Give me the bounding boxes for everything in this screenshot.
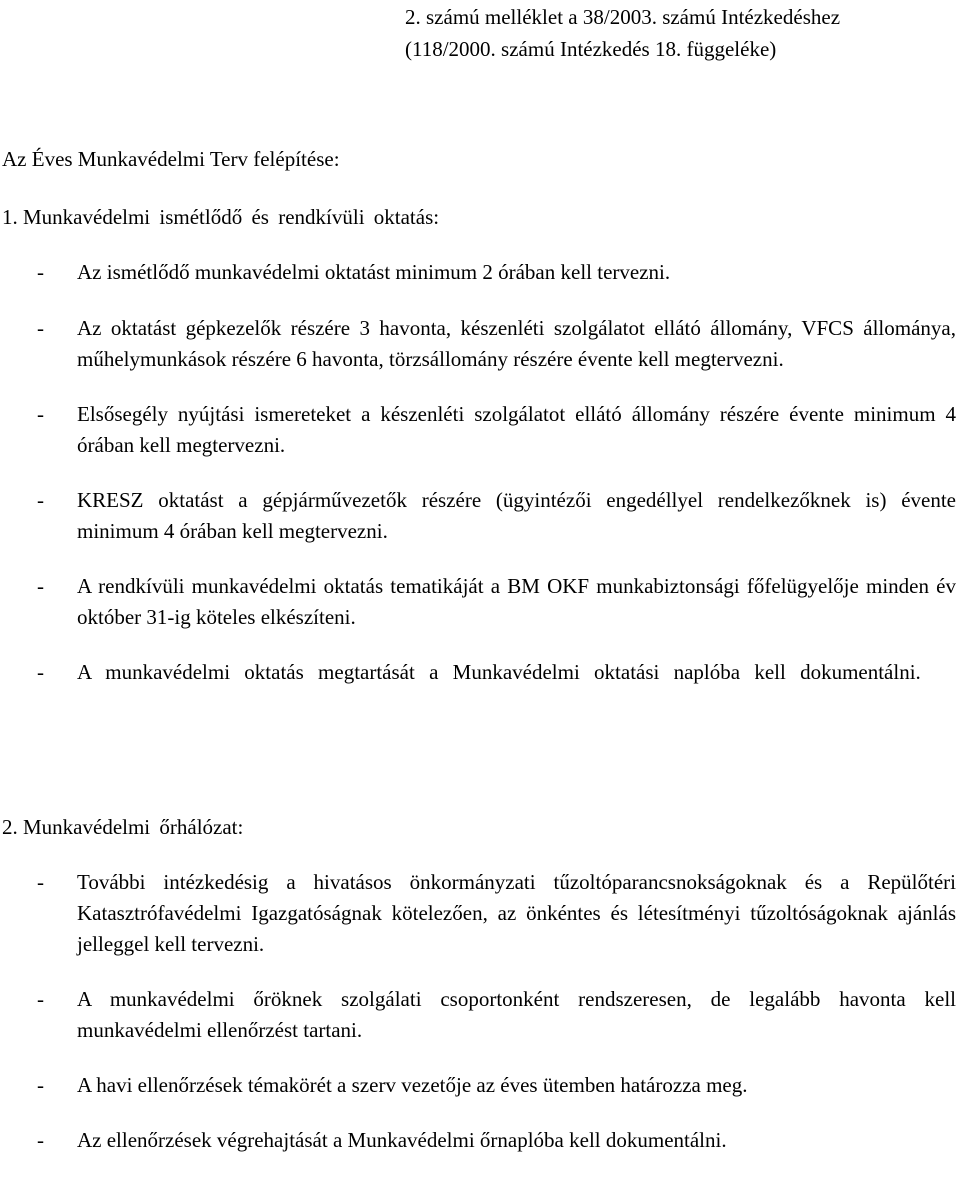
annex-header-line-1: 2. számú melléklet a 38/2003. számú Intézkedéshez <box>405 5 841 29</box>
list-item-text: További intézkedésig a hivatásos önkormányzati tűzoltóparancsnokságoknak és a Repülőtéri Katasztrófavédelmi Igazgatóságnak kötelezően, az önkéntes és létesítményi tűzoltóságoknak ajánlás jelleggel kell tervezni. <box>77 870 956 956</box>
list-item-text: Az ellenőrzések végrehajtását a Munkavédelmi őrnaplóba kell dokumentálni. <box>77 1128 727 1152</box>
list-item-text: A munkavédelmi oktatás megtartását a Munkavédelmi oktatási naplóba kell dokumentálni. <box>77 660 921 684</box>
section-1-list <box>0 257 958 712</box>
list-bullet: - <box>37 574 44 598</box>
section-2-title: Munkavédelmi őrhálózat: <box>23 815 244 839</box>
list-item <box>0 399 958 461</box>
section-2-list <box>0 867 958 1180</box>
document-title: Az Éves Munkavédelmi Terv felépítése: <box>2 147 340 171</box>
section-1-number: 1. <box>2 205 18 229</box>
list-item-text: A munkavédelmi őröknek szolgálati csoportonként rendszeresen, de legalább havonta kell munkavédelmi ellenőrzést tartani. <box>77 987 956 1042</box>
list-bullet: - <box>37 870 44 894</box>
section-1-heading <box>2 203 439 231</box>
section-2-heading <box>2 813 243 841</box>
list-item-text: Elsősegély nyújtási ismereteket a készenléti szolgálatot ellátó állomány részére évente minimum 4 órában kell megtervezni. <box>77 402 956 457</box>
list-item <box>0 984 958 1046</box>
list-bullet: - <box>37 987 44 1011</box>
list-bullet: - <box>37 260 44 284</box>
list-item <box>0 571 958 633</box>
list-item <box>0 485 958 547</box>
list-bullet: - <box>37 316 44 340</box>
list-item <box>0 1125 958 1156</box>
list-item <box>0 867 958 960</box>
list-bullet: - <box>37 402 44 426</box>
list-item-text: KRESZ oktatást a gépjárművezetők részére (ügyintézői engedéllyel rendelkezőknek is) évente minimum 4 órában kell megtervezni. <box>77 488 956 543</box>
list-item <box>0 257 958 288</box>
section-2-number: 2. <box>2 815 18 839</box>
section-1-title: Munkavédelmi ismétlődő és rendkívüli oktatás: <box>23 205 440 229</box>
list-bullet: - <box>37 488 44 512</box>
annex-header <box>405 1 955 65</box>
list-item-text: A rendkívüli munkavédelmi oktatás tematikáját a BM OKF munkabiztonsági főfelügyelője minden év október 31-ig köteles elkészíteni. <box>77 574 956 629</box>
list-item <box>0 313 958 375</box>
list-item-text: Az ismétlődő munkavédelmi oktatást minimum 2 órában kell tervezni. <box>77 260 671 284</box>
list-item <box>0 657 958 688</box>
list-item-text: A havi ellenőrzések témakörét a szerv vezetője az éves ütemben határozza meg. <box>77 1073 748 1097</box>
list-item <box>0 1070 958 1101</box>
list-bullet: - <box>37 1128 44 1152</box>
list-bullet: - <box>37 660 44 684</box>
list-bullet: - <box>37 1073 44 1097</box>
annex-header-line-2: (118/2000. számú Intézkedés 18. függeléke) <box>405 37 777 61</box>
list-item-text: Az oktatást gépkezelők részére 3 havonta, készenléti szolgálatot ellátó állomány, VFCS állománya, műhelymunkások részére 6 havonta, törzsállomány részére évente kell megtervezni. <box>77 316 956 371</box>
